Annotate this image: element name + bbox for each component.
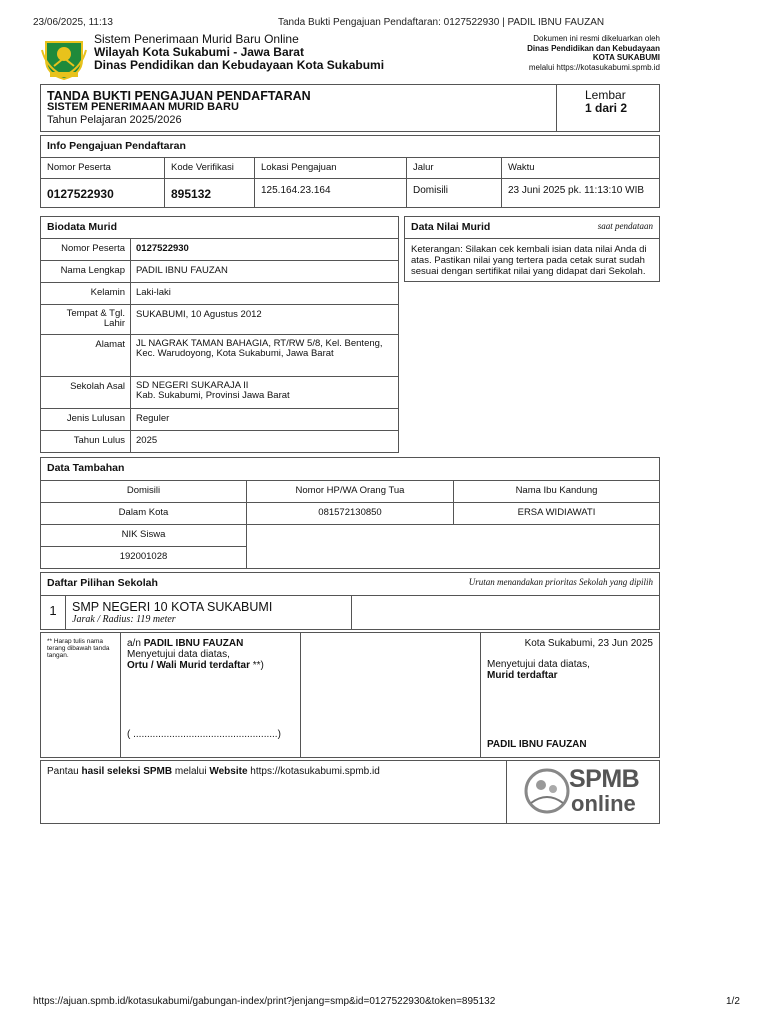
table-row [41, 409, 399, 431]
doc-note-line3: KOTA SUKABUMI [592, 53, 660, 62]
doc-note-line2: Dinas Pendidikan dan Kebudayaan [527, 43, 660, 53]
sign-parent: Ortu / Wali Murid terdaftar [127, 660, 250, 671]
table-row [41, 377, 399, 409]
bio-key: Nama Lengkap [41, 261, 131, 283]
nilai-note: Keterangan: Silakan cek kembali isian data nilai Anda di atas. Pastikan nilai yang tertera pada cetak surat sudah sesuai dengan sertifikat nilai yang didapat dari Sekolah. [405, 239, 660, 282]
bio-value: Reguler [131, 409, 399, 431]
institution-line3: Dinas Pendidikan dan Kebudayaan Kota Sukabumi [94, 58, 385, 72]
nilai-section [404, 216, 660, 282]
print-datetime: 23/06/2025, 11:13 [33, 17, 113, 28]
bio-key: Alamat [41, 335, 131, 377]
sign-empty-cell [301, 633, 481, 757]
sign-note: ** Harap tulis nama terang dibawah tanda tangan. [41, 633, 121, 757]
tambahan-section [40, 457, 660, 569]
nilai-note-italic: saat pendataan [597, 221, 653, 231]
table-row [41, 431, 399, 453]
sign-an-prefix: a/n [127, 638, 141, 649]
table-row [41, 305, 399, 335]
sign-blank-line: ( ....................................................) [127, 729, 281, 740]
print-url: https://ajuan.spmb.id/kotasukabumi/gabungan-index/print?jenjang=smp&id=0127522930&token=895132 [33, 996, 496, 1007]
bio-key: Nomor Peserta [41, 239, 131, 261]
info-label: Waktu [502, 158, 660, 179]
title-box [40, 84, 660, 132]
info-nomor-peserta: 0127522930 [41, 179, 165, 208]
table-row [41, 283, 399, 305]
footer-text-bold: hasil seleksi SPMB [81, 766, 173, 777]
bio-value: SD NEGERI SUKARAJA II [136, 380, 249, 391]
spmb-logo [506, 761, 659, 823]
footer-text-bold2: Website [209, 766, 248, 777]
tambahan-value: Dalam Kota [41, 503, 247, 525]
pilihan-note-italic: Urutan menandakan prioritas Sekolah yang dipilih [468, 577, 653, 587]
bio-value: PADIL IBNU FAUZAN [131, 261, 399, 283]
sign-agree: Menyetujui data diatas, [127, 649, 230, 660]
footer-url: https://kotasukabumi.spmb.id [247, 766, 380, 777]
bio-key: Sekolah Asal [41, 377, 131, 409]
academic-year: Tahun Pelajaran 2025/2026 [47, 114, 182, 126]
tambahan-value: ERSA WIDIAWATI [454, 503, 660, 525]
print-page-number: 1/2 [726, 996, 740, 1007]
table-row [41, 596, 660, 630]
biodata-heading: Biodata Murid [47, 221, 117, 233]
sign-place-date: Kota Sukabumi, 23 Jun 2025 [524, 638, 653, 649]
tambahan-header: Nama Ibu Kandung [454, 481, 660, 503]
table-row [41, 261, 399, 283]
print-page-title: Tanda Bukti Pengajuan Pendaftaran: 0127522930 | PADIL IBNU FAUZAN [278, 17, 605, 28]
pilihan-number: 1 [41, 596, 66, 630]
info-waktu: 23 Juni 2025 pk. 11:13:10 WIB [502, 179, 660, 208]
bio-key: Tahun Lulus [41, 431, 131, 453]
info-heading: Info Pengajuan Pendaftaran [47, 140, 186, 152]
sign-agree2: Menyetujui data diatas, [487, 659, 590, 670]
institution-line1: Sistem Penerimaan Murid Baru Online [94, 32, 299, 46]
info-label: Jalur [407, 158, 502, 179]
sign-an-name: PADIL IBNU FAUZAN [143, 638, 244, 649]
info-lokasi: 125.164.23.164 [255, 179, 407, 208]
bio-value: SUKABUMI, 10 Agustus 2012 [131, 305, 399, 335]
footer-box [40, 760, 660, 824]
sheet-indicator [556, 85, 660, 131]
biodata-section [40, 216, 399, 453]
signature-section [40, 632, 660, 758]
bio-value: 0127522930 [131, 239, 399, 261]
sheet-value: 1 dari 2 [585, 101, 628, 115]
institution-line2: Wilayah Kota Sukabumi - Jawa Barat [94, 45, 304, 59]
footer-text [47, 766, 380, 777]
sukabumi-logo [40, 36, 88, 80]
tambahan-header: Nomor HP/WA Orang Tua [247, 481, 454, 503]
bio-value: 2025 [131, 431, 399, 453]
pilihan-section [40, 572, 660, 630]
nilai-heading: Data Nilai Murid [411, 221, 491, 233]
table-row [41, 239, 399, 261]
doc-note-line1: Dokumen ini resmi dikeluarkan oleh [533, 34, 660, 43]
sign-parent-suffix: **) [249, 660, 264, 671]
tambahan-heading: Data Tambahan [47, 462, 125, 474]
bio-key: Jenis Lulusan [41, 409, 131, 431]
sign-student: Murid terdaftar [487, 670, 558, 681]
spmb-logo-bottom: online [571, 791, 636, 816]
doc-note-line4: melalui https://kotasukabumi.spmb.id [528, 62, 660, 72]
tambahan-header: Domisili [41, 481, 247, 503]
info-label: Nomor Peserta [41, 158, 165, 179]
info-section [40, 135, 660, 208]
footer-text-pre: Pantau [47, 766, 82, 777]
info-jalur: Domisili [407, 179, 502, 208]
spmb-logo-top: SPMB [569, 765, 640, 793]
sign-student-name: PADIL IBNU FAUZAN [487, 739, 587, 750]
info-label: Kode Verifikasi [165, 158, 255, 179]
tambahan-value: 081572130850 [247, 503, 454, 525]
footer-text-mid: melalui [172, 766, 210, 777]
bio-value: Laki-laki [131, 283, 399, 305]
document-note [527, 34, 660, 72]
pilihan-heading: Daftar Pilihan Sekolah [47, 577, 158, 589]
sheet-label: Lembar [585, 88, 626, 102]
nik-label: NIK Siswa [41, 525, 247, 547]
doc-subtitle: SISTEM PENERIMAAN MURID BARU [47, 101, 239, 113]
bio-value: JL NAGRAK TAMAN BAHAGIA, RT/RW 5/8, Kel. Benteng, Kec. Warudoyong, Kota Sukabumi, Jawa Barat [131, 335, 399, 377]
table-row [41, 335, 399, 377]
info-label: Lokasi Pengajuan [255, 158, 407, 179]
pilihan-distance: Jarak / Radius: 119 meter [72, 614, 176, 625]
pilihan-school: SMP NEGERI 10 KOTA SUKABUMI [72, 600, 273, 614]
institution-block [94, 33, 384, 72]
bio-value-sub: Kab. Sukabumi, Provinsi Jawa Barat [136, 390, 290, 401]
nik-value: 192001028 [41, 547, 247, 569]
info-kode-verifikasi: 895132 [165, 179, 255, 208]
bio-key: Tempat & Tgl. Lahir [41, 305, 131, 335]
doc-title: TANDA BUKTI PENGAJUAN PENDAFTARAN [47, 89, 311, 103]
bio-key: Kelamin [41, 283, 131, 305]
